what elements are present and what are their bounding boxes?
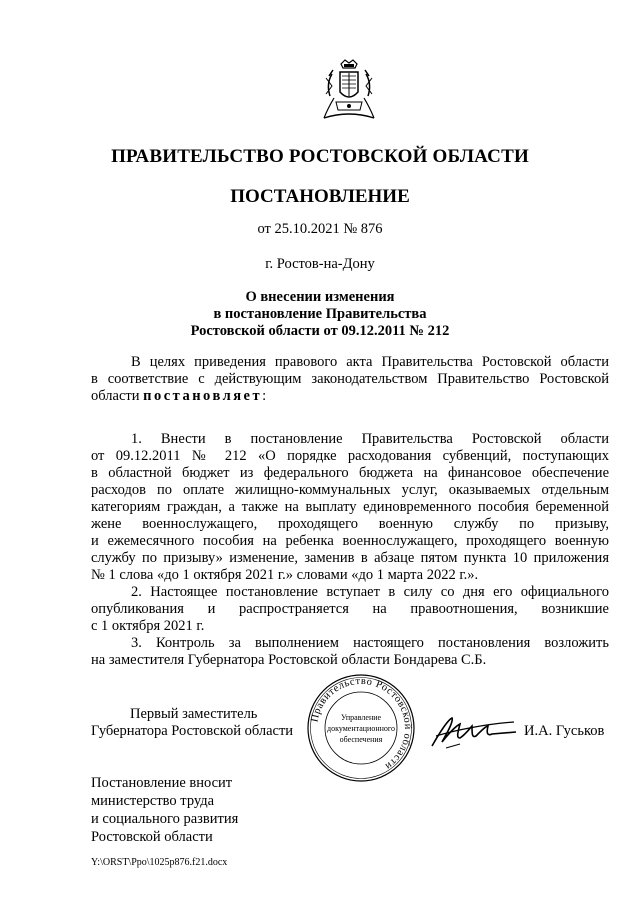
item-1-line: категориям граждан, а также на выплату единовременного пособия беременной: [91, 499, 609, 515]
item-3-line: на заместителя Губернатора Ростовской области Бондарева С.Б.: [91, 652, 487, 668]
document-date-number: от 25.10.2021 № 876: [257, 221, 383, 237]
coat-of-arms-icon: [318, 58, 380, 124]
item-1-line: расходов по оплате жилищно-коммунальных услуг, оказываемых отдельным: [91, 482, 609, 498]
document-city: г. Ростов-на-Дону: [265, 256, 375, 272]
document-subject: [0, 289, 640, 340]
item-1-line: № 1 слова «до 1 октября 2021 г.» словами «до 1 марта 2022 г.».: [91, 567, 479, 583]
item-1-line: в областной бюджет из федерального бюджета на финансовое обеспечение: [91, 465, 609, 481]
official-stamp-icon: [305, 672, 417, 784]
file-path: Y:\ORST\Ppo\1025p876.f21.docx: [91, 857, 228, 868]
decree-word: постановляет: [143, 388, 263, 404]
preamble: [91, 354, 609, 405]
submitted-by-line: Ростовской области: [91, 829, 213, 845]
decree-items: [91, 431, 609, 669]
signatory-role-line1: Первый заместитель: [130, 706, 258, 722]
submitted-by-line: Постановление вносит: [91, 775, 233, 791]
item-1-line: жене военнослужащего, проходящего военную службу по призыву,: [91, 516, 609, 532]
submitted-by: [91, 774, 238, 846]
item-2-line: опубликования и распространяется на правоотношения, возникшие: [91, 601, 609, 617]
stamp-inner-line: Управление: [340, 713, 382, 722]
preamble-line-last: [91, 388, 609, 405]
item-1-line: и ежемесячного пособия на ребенка военнослужащего, проходящего военную: [91, 533, 609, 549]
preamble-suffix: :: [262, 388, 267, 404]
stamp-inner-line: обеспечения: [339, 735, 383, 744]
stamp-outer-text: Правительство Ростовской области: [309, 675, 414, 772]
stamp-inner-line: документационного: [327, 724, 395, 733]
item-2-line: 2. Настоящее постановление вступает в силу со дня его официального: [131, 584, 609, 600]
item-1-line: от 09.12.2011 № 212 «О порядке расходования субвенций, поступающих: [91, 448, 609, 464]
item-2-line: с 1 октября 2021 г.: [91, 618, 205, 634]
subject-line: О внесении изменения: [245, 289, 395, 305]
item-1-line: 1. Внести в постановление Правительства Ростовской области: [131, 431, 609, 447]
preamble-prefix: области: [91, 388, 144, 404]
item-3-line: 3. Контроль за выполнением настоящего постановления возложить: [131, 635, 609, 651]
subject-line: в постановление Правительства: [213, 306, 427, 322]
preamble-line: В целях приведения правового акта Правительства Ростовской области: [131, 354, 609, 370]
handwritten-signature-icon: [426, 712, 518, 752]
signatory-role-line2: Губернатора Ростовской области: [91, 723, 294, 739]
document-type: ПОСТАНОВЛЕНИЕ: [230, 186, 410, 207]
government-title: ПРАВИТЕЛЬСТВО РОСТОВСКОЙ ОБЛАСТИ: [111, 146, 529, 167]
item-1-line: службу по призыву» изменение, заменив в абзаце пятом пункта 10 приложения: [91, 550, 609, 566]
signatory-name: И.А. Гуськов: [524, 723, 605, 739]
preamble-line: в соответствие с действующим законодательством Правительство Ростовской: [91, 371, 609, 387]
subject-line: Ростовской области от 09.12.2011 № 212: [190, 323, 450, 339]
submitted-by-line: и социального развития: [91, 811, 239, 827]
submitted-by-line: министерство труда: [91, 793, 215, 809]
